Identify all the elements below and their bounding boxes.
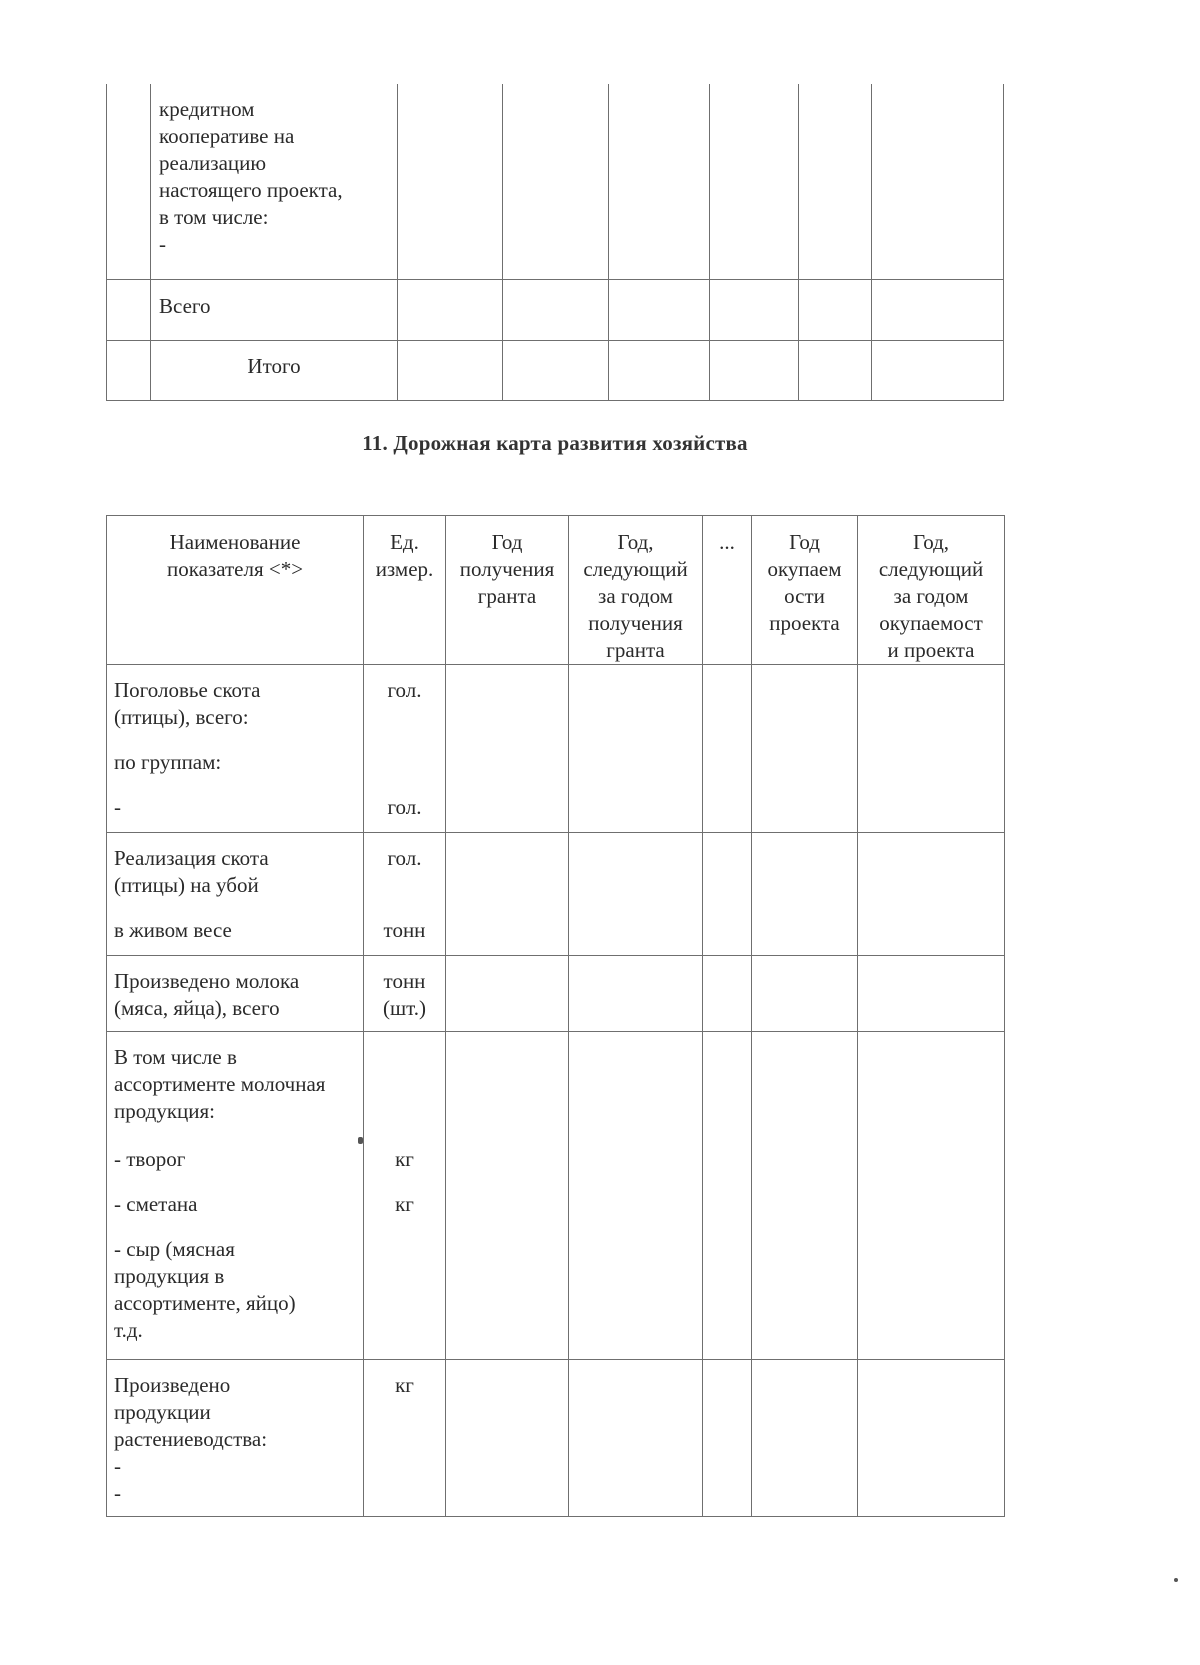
- table-row: [107, 341, 1004, 401]
- empty-cell: [446, 1032, 569, 1360]
- header-grant-year: Год получения гранта: [446, 516, 569, 665]
- table-row: [107, 665, 1005, 833]
- crop-name-cell: Произведено продукции растениеводства: - -: [107, 1360, 364, 1517]
- empty-cell: [872, 280, 1004, 341]
- row-number-cell: [107, 84, 151, 280]
- empty-cell: [703, 665, 752, 833]
- empty-cell: [569, 1360, 703, 1517]
- slaughter-name-cell: Реализация скота (птицы) на убой в живом весе: [107, 833, 364, 956]
- table-row: [107, 1360, 1005, 1517]
- empty-cell: [710, 84, 799, 280]
- empty-cell: [609, 280, 710, 341]
- empty-cell: [799, 280, 872, 341]
- slaughter-unit-cell: гол. тонн: [364, 833, 446, 956]
- empty-cell: [703, 833, 752, 956]
- total-label: Всего: [151, 280, 398, 341]
- group-dash: -: [114, 795, 121, 819]
- continuation-line: реализацию: [159, 151, 267, 175]
- livestock-name-cell: Поголовье скота (птицы), всего: по группам: -: [107, 665, 364, 833]
- roadmap-table: [106, 515, 1005, 1517]
- empty-cell: [858, 665, 1005, 833]
- empty-cell: [398, 341, 503, 401]
- milk-unit-cell: тонн (шт.): [364, 956, 446, 1032]
- section-title: 11. Дорожная карта развития хозяйства: [362, 431, 748, 455]
- empty-cell: [858, 833, 1005, 956]
- header-year-after-grant: Год, следующий за годом получения гранта: [569, 516, 703, 665]
- table-row: [107, 956, 1005, 1032]
- continuation-line: в том числе:: [159, 205, 269, 229]
- funding-table-continuation: [106, 84, 1004, 401]
- header-indicator-name: Наименование показателя <*>: [107, 516, 364, 665]
- header-unit: Ед. измер.: [364, 516, 446, 665]
- assortment-name-cell: В том числе в ассортименте молочная продукция: - творог - сметана - сыр (мясная продукция в ассортименте, яйцо) т.д.: [107, 1032, 364, 1360]
- empty-cell: [710, 280, 799, 341]
- empty-cell: [398, 84, 503, 280]
- empty-cell: [503, 84, 609, 280]
- empty-cell: [872, 84, 1004, 280]
- empty-cell: [872, 341, 1004, 401]
- header-year-after-payback: Год, следующий за годом окупаемост и проекта: [858, 516, 1005, 665]
- scan-speck: [358, 1137, 363, 1144]
- by-groups-label: по группам:: [114, 750, 222, 774]
- empty-cell: [799, 341, 872, 401]
- table-row: [107, 1032, 1005, 1360]
- assortment-unit-cell: кг кг: [364, 1032, 446, 1360]
- continuation-label-cell: [151, 84, 398, 280]
- continuation-line: кредитном: [159, 97, 255, 121]
- empty-cell: [858, 1360, 1005, 1517]
- smetana-label: - сметана: [114, 1192, 198, 1216]
- empty-cell: [569, 665, 703, 833]
- empty-cell: [503, 280, 609, 341]
- row-number-cell: [107, 341, 151, 401]
- empty-cell: [446, 1360, 569, 1517]
- continuation-line: кооперативе на: [159, 124, 295, 148]
- continuation-line: настоящего проекта,: [159, 178, 343, 202]
- empty-cell: [446, 956, 569, 1032]
- empty-cell: [703, 1032, 752, 1360]
- grand-total-label: Итого: [151, 341, 398, 401]
- livestock-unit-cell: гол. гол.: [364, 665, 446, 833]
- header-ellipsis: ...: [703, 516, 752, 665]
- table-row: [107, 84, 1004, 280]
- tvorog-label: - творог: [114, 1147, 186, 1171]
- empty-cell: [752, 1032, 858, 1360]
- empty-cell: [752, 956, 858, 1032]
- empty-cell: [503, 341, 609, 401]
- empty-cell: [752, 665, 858, 833]
- empty-cell: [858, 1032, 1005, 1360]
- empty-cell: [569, 833, 703, 956]
- empty-cell: [609, 84, 710, 280]
- empty-cell: [752, 1360, 858, 1517]
- row-number-cell: [107, 280, 151, 341]
- empty-cell: [569, 956, 703, 1032]
- empty-cell: [858, 956, 1005, 1032]
- empty-cell: [398, 280, 503, 341]
- milk-name-cell: Произведено молока (мяса, яйца), всего: [107, 956, 364, 1032]
- table-row: [107, 280, 1004, 341]
- empty-cell: [446, 665, 569, 833]
- empty-cell: [703, 956, 752, 1032]
- live-weight-label: в живом весе: [114, 918, 232, 942]
- empty-cell: [569, 1032, 703, 1360]
- table-row: [107, 833, 1005, 956]
- empty-cell: [710, 341, 799, 401]
- empty-cell: [799, 84, 872, 280]
- scan-speck: [1174, 1578, 1178, 1582]
- empty-cell: [752, 833, 858, 956]
- header-row: [107, 516, 1005, 665]
- empty-cell: [446, 833, 569, 956]
- empty-cell: [609, 341, 710, 401]
- crop-unit-cell: кг: [364, 1360, 446, 1517]
- continuation-line: -: [159, 232, 166, 256]
- header-payback-year: Год окупаем ости проекта: [752, 516, 858, 665]
- empty-cell: [703, 1360, 752, 1517]
